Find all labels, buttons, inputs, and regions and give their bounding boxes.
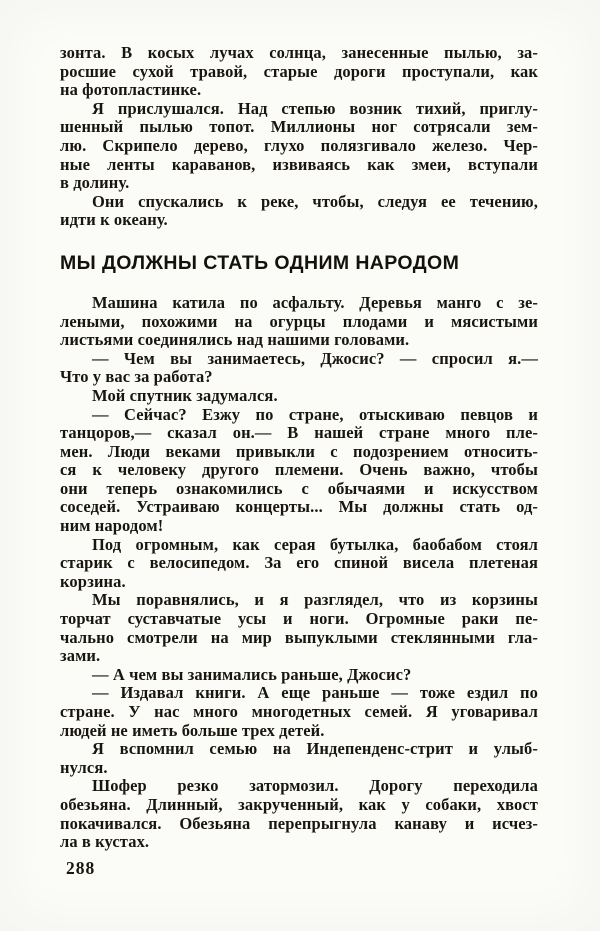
text-line: Машина катила по асфальту. Деревья манго с зе- [92, 292, 538, 312]
text-line: Шофер резко затормозил. Дорогу переходила [92, 776, 538, 796]
text-line: нулся. [60, 757, 108, 777]
text-line: на фотопластинке. [60, 80, 202, 100]
text-line: корзина. [60, 571, 126, 591]
text-line: шенный пылью топот. Миллионы ног сотрясали зем- [60, 117, 538, 137]
text-line: торчат суставчатые усы и ноги. Огромные раки пе- [60, 609, 538, 629]
text-line: идти к океану. [60, 210, 168, 230]
text-line: мен. Люди веками привыкли с подозрением относить- [60, 441, 538, 461]
text-line: — Сейчас? Езжу по стране, отыскиваю певцов и [92, 404, 538, 424]
text-line: ла в кустах. [60, 832, 150, 852]
text-line: танцоров,— сказал он.— В нашей стране много пле- [60, 423, 538, 443]
text-line: чально смотрели на мир выпуклыми стеклянными гла- [60, 627, 538, 647]
text-line: Мы поравнялись, и я разглядел, что из корзины [92, 590, 538, 610]
text-line: зами. [60, 646, 101, 666]
text-line: старик с велосипедом. За его спиной висела плетеная [60, 553, 538, 573]
text-line: Что у вас за работа? [60, 367, 213, 387]
text-line: людей не иметь больше трех детей. [60, 720, 325, 740]
text-line: — А чем вы занимались раньше, Джосис? [92, 664, 412, 684]
text-line: Я вспомнил семью на Индепенденс-стрит и улыб- [92, 739, 538, 759]
text-line: Мой спутник задумался. [92, 385, 278, 405]
text-line: соседей. Устраиваю концерты... Мы должны стать од- [60, 497, 538, 517]
text-line: — Издавал книги. А еще раньше — тоже ездил по [92, 683, 538, 703]
text-line: лю. Скрипело дерево, глухо полязгивало железо. Чер- [60, 135, 538, 155]
text-line: ся к человеку другого племени. Очень важно, чтобы [60, 460, 538, 480]
text-line: в долину. [60, 173, 130, 193]
text-line: зонта. В косых лучах солнца, занесенные пылью, за- [60, 43, 538, 62]
text-line: они теперь ознакомились с обычаями и искусством [60, 478, 538, 498]
text-line: ные ленты караванов, извиваясь как змеи, вступали [60, 154, 538, 174]
text-line: леными, похожими на огурцы плодами и мясистыми [60, 311, 538, 331]
text-line: Я прислушался. Над степью возник тихий, приглу- [92, 98, 538, 118]
text-line: стране. У нас много многодетных семей. Я уговаривал [60, 702, 538, 721]
text-line: покачивался. Обезьяна перепрыгнула канаву и исчез- [60, 813, 538, 833]
section-heading: МЫ ДОЛЖНЫ СТАТЬ ОДНИМ НАРОДОМ [60, 251, 460, 274]
page-text [60, 44, 538, 852]
text-line: листьями соединялись над нашими головами. [60, 330, 410, 350]
text-line: обезьяна. Длинный, закрученный, как у собаки, хвост [60, 794, 538, 814]
text-line: ним народом! [60, 516, 164, 536]
text-line: — Чем вы занимаетесь, Джосис? — спросил я.— [92, 348, 538, 368]
page-number: 288 [66, 858, 96, 878]
text-line: росшие сухой травой, старые дороги проступали, как [60, 61, 538, 81]
text-line: Под огромным, как серая бутылка, баобабом стоял [92, 534, 538, 554]
text-line: Они спускались к реке, чтобы, следуя ее течению, [92, 191, 538, 211]
